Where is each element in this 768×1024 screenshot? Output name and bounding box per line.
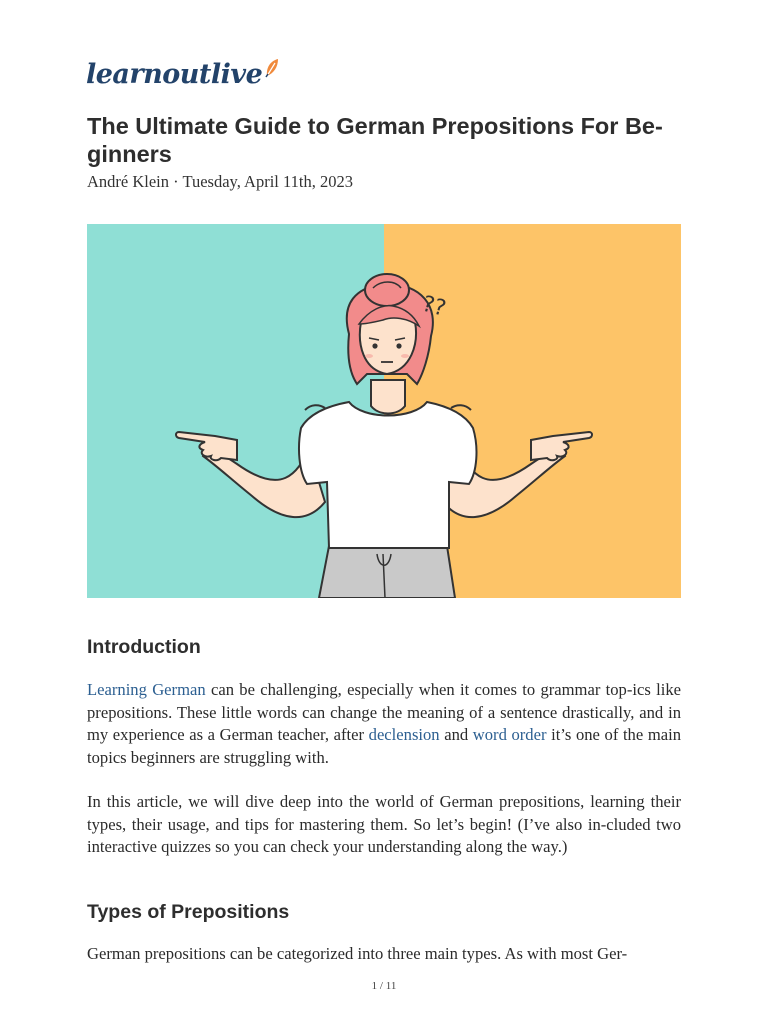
intro-paragraph-1: [87, 679, 681, 770]
confused-woman-illustration: [87, 224, 681, 598]
types-paragraph-1: German prepositions can be categorized into three main types. As with most Ger-: [87, 944, 628, 963]
logo-wordmark: learnoutlive: [86, 58, 263, 90]
intro-p1-text-3: it’s one of the main topics beginners are struggling with.: [87, 725, 681, 768]
link-word-order[interactable]: word order: [472, 725, 547, 745]
article-title: [87, 112, 683, 168]
section-heading-introduction: Introduction: [87, 636, 201, 658]
hero-illustration: [87, 224, 681, 598]
intro-p1-text-1: can be challenging, especially when it comes to grammar top-ics like prepositions. These little words can change the meaning of a sentence drastically, and in my experience as a German teacher, after: [87, 680, 681, 745]
article-title-line-2: ginners: [87, 141, 172, 167]
question-marks: ??: [419, 291, 449, 322]
article-title-line-1: The Ultimate Guide to German Prepositions For Be-: [87, 113, 663, 139]
link-declension[interactable]: declension: [368, 725, 440, 745]
link-learning-german[interactable]: Learning German: [87, 680, 206, 699]
page-number: 1 / 11: [371, 980, 397, 992]
article-byline: André Klein · Tuesday, April 11th, 2023: [87, 172, 353, 191]
hair-bun: [365, 274, 409, 306]
intro-p1-text-2: and: [439, 725, 473, 745]
leaf-icon: [264, 58, 280, 78]
site-logo[interactable]: [86, 54, 280, 94]
intro-paragraph-2: In this article, we will dive deep into the world of German prepositions, learning their types, their usage, and tips for mastering them. So let’s begin! (I’ve also in-cluded two interactive quizzes so you can check your understanding along the way.): [87, 792, 681, 857]
section-heading-types: Types of Prepositions: [87, 901, 290, 923]
pants: [319, 546, 455, 598]
